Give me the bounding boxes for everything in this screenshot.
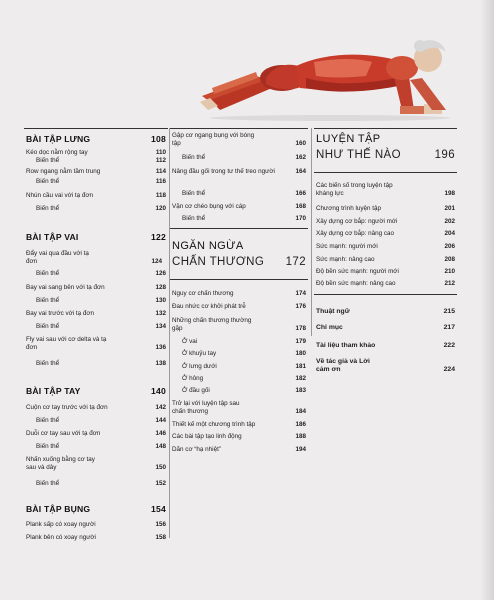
toc-entry[interactable]: Xây dựng cơ bắp: người mới 202 — [316, 218, 455, 225]
section-title-back[interactable]: BÀI TẬP LƯNG 108 — [26, 134, 166, 144]
section-rule — [170, 228, 308, 229]
toc-entry[interactable]: Fly vai sau với cơ delta và tạ đơn 136 — [26, 336, 166, 351]
chapter-title-line2[interactable]: CHẤN THƯƠNG 172 — [172, 256, 306, 268]
plank-anatomy-figure — [196, 18, 464, 126]
toc-entry[interactable]: Các biến số trong luyện tập kháng lực 198 — [316, 182, 455, 197]
toc-entry[interactable]: Trở lại với luyện tập sau chấn thương 184 — [172, 400, 306, 415]
chapter-title-line1[interactable]: NGĂN NGỪA — [172, 240, 244, 252]
toc-entry-glossary[interactable]: Thuật ngữ 215 — [316, 308, 455, 315]
toc-entry[interactable]: Plank bên có xoay người 158 — [26, 534, 166, 541]
toc-entry[interactable]: Plank sấp có xoay người 156 — [26, 521, 166, 528]
toc-subentry[interactable]: Biến thể 166 — [182, 190, 306, 197]
section-rule — [314, 294, 457, 295]
section-rule — [314, 172, 457, 173]
toc-subentry[interactable]: Ở hông 182 — [182, 375, 306, 382]
toc-subentry[interactable]: Biến thể 126 — [36, 270, 166, 277]
toc-entry[interactable]: Chương trình luyện tập 201 — [316, 205, 455, 212]
toc-entry[interactable]: Row ngang nằm tầm trung 114 — [26, 168, 166, 175]
toc-entry[interactable]: Sức mạnh: người mới 206 — [316, 243, 455, 250]
toc-subentry[interactable]: Biến thể 152 — [36, 480, 166, 487]
toc-subentry[interactable]: Ở vai 179 — [182, 338, 306, 345]
toc-entry[interactable]: Thiết kế một chương trình tập 186 — [172, 421, 306, 428]
toc-entry[interactable]: Nhún cầu vai với tạ đơn 118 — [26, 192, 166, 199]
column-divider — [311, 128, 312, 336]
toc-entry[interactable]: Nhấn xuống bằng cơ tay sau và dây 150 — [26, 456, 166, 471]
section-title-abs[interactable]: BÀI TẬP BỤNG 154 — [26, 504, 166, 514]
toc-subentry[interactable]: Biến thể 170 — [182, 215, 306, 222]
section-title-arms[interactable]: BÀI TẬP TAY 140 — [26, 386, 166, 396]
toc-entry[interactable]: Vặn cơ chéo bụng với cáp 168 — [172, 203, 306, 210]
toc-subentry[interactable]: Ở đầu gối 183 — [182, 387, 306, 394]
toc-entry[interactable]: Duỗi cơ tay sau với tạ đơn 146 — [26, 430, 166, 437]
toc-entry[interactable]: Sức mạnh: nâng cao 208 — [316, 256, 455, 263]
toc-entry[interactable]: Bay vai sang bên với tạ đơn 128 — [26, 284, 166, 291]
toc-entry[interactable]: Bay vai trước với tạ đơn 132 — [26, 310, 166, 317]
toc-subentry[interactable]: Biến thể 116 — [36, 178, 166, 185]
section-rule — [170, 279, 308, 280]
toc-subentry[interactable]: Biến thể 130 — [36, 297, 166, 304]
toc-entry[interactable]: Đau nhức cơ khởi phát trễ 176 — [172, 303, 306, 310]
toc-subentry[interactable]: Biến thể 138 — [36, 360, 166, 367]
toc-subentry[interactable]: Biến thể 148 — [36, 443, 166, 450]
toc-entry[interactable]: Độ bền sức mạnh: người mới 210 — [316, 268, 455, 275]
toc-subentry[interactable]: Ở khuỷu tay 180 — [182, 350, 306, 357]
toc-entry[interactable]: Đẩy vai qua đầu với tạ đơn 124 — [26, 250, 162, 265]
toc-subentry[interactable]: Biến thể 120 — [36, 205, 166, 212]
toc-subentry[interactable]: Biến thể 162 — [182, 154, 306, 161]
chapter-title-line1[interactable]: LUYỆN TẬP — [316, 133, 381, 145]
toc-entry-index[interactable]: Chỉ mục 217 — [316, 324, 455, 331]
page-edge-shadow — [480, 0, 494, 600]
toc-entry[interactable]: Kéo dọc nằm rộng tay 110 — [26, 149, 166, 156]
toc-subentry[interactable]: Biến thể 144 — [36, 417, 166, 424]
toc-entry[interactable]: Độ bền sức mạnh: nâng cao 212 — [316, 280, 455, 287]
toc-entry[interactable]: Những chấn thương thường gặp 178 — [172, 317, 306, 332]
toc-entry[interactable]: Xây dựng cơ bắp: nâng cao 204 — [316, 230, 455, 237]
toc-subentry[interactable]: Ở lưng dưới 181 — [182, 363, 306, 370]
toc-entry[interactable]: Gập cơ ngang bụng với bóng tập 160 — [172, 132, 306, 147]
section-title-shoulders[interactable]: BÀI TẬP VAI 122 — [26, 232, 166, 242]
toc-entry[interactable]: Dãn cơ “hạ nhiệt” 194 — [172, 446, 306, 453]
toc-entry[interactable]: Nguy cơ chấn thương 174 — [172, 290, 306, 297]
toc-entry[interactable]: Các bài tập tạo linh động 188 — [172, 433, 306, 440]
toc-subentry[interactable]: Biến thể 112 — [36, 157, 166, 164]
toc-entry[interactable]: Nâng đầu gối trong tư thế treo người 164 — [172, 168, 306, 175]
toc-entry-about-authors[interactable]: Về tác giả và Lời cảm ơn 224 — [316, 358, 455, 373]
toc-entry-references[interactable]: Tài liệu tham khảo 222 — [316, 342, 455, 349]
toc-subentry[interactable]: Biến thể 134 — [36, 323, 166, 330]
chapter-title-line2[interactable]: NHƯ THẾ NÀO 196 — [316, 149, 455, 161]
column-divider — [169, 128, 170, 538]
toc-entry[interactable]: Cuộn cơ tay trước với tạ đơn 142 — [26, 404, 166, 411]
